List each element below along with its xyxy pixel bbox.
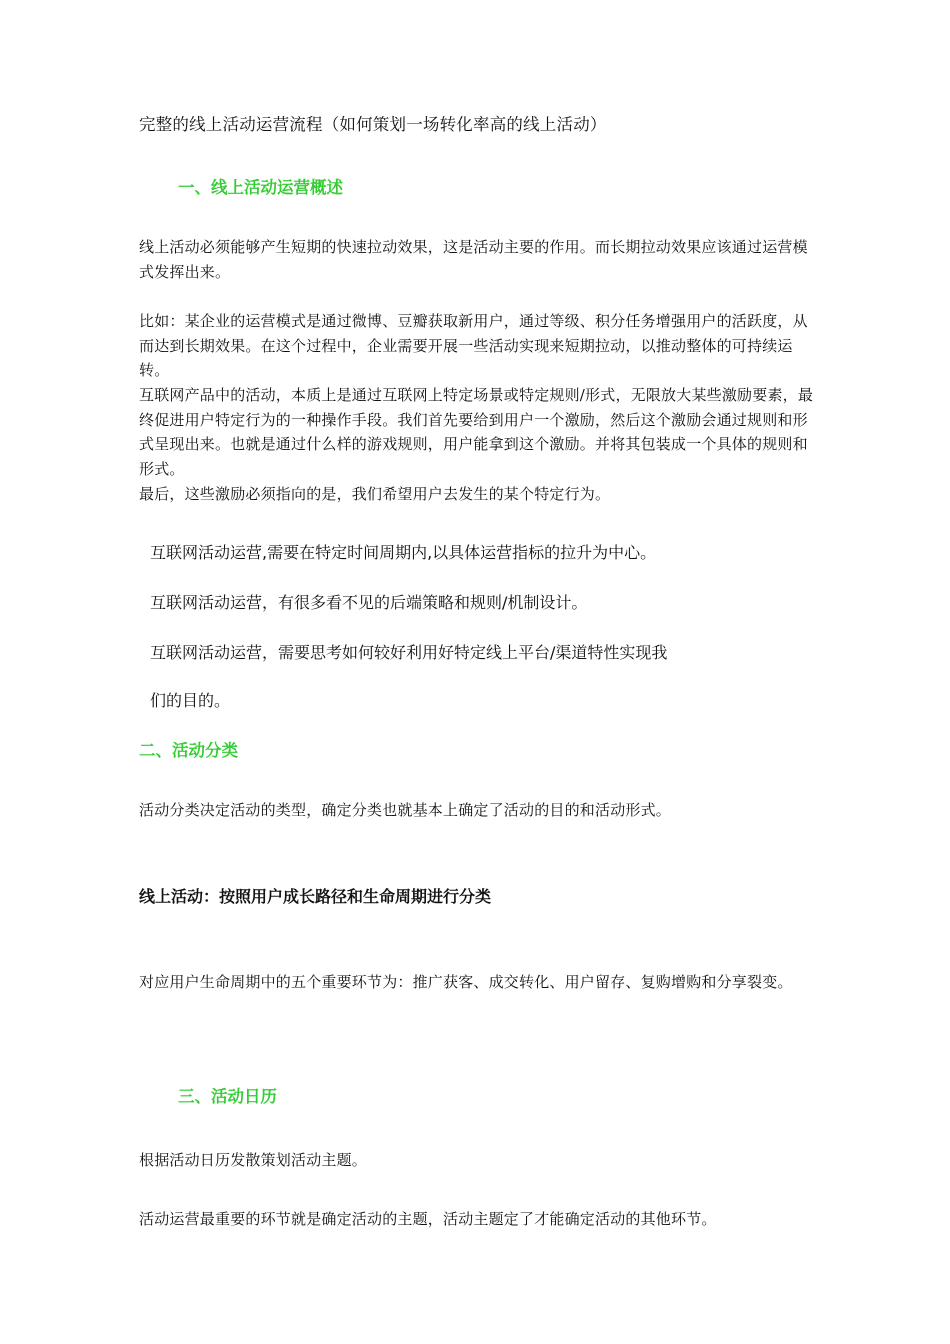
point-backend-strategy: 互联网活动运营，有很多看不见的后端策略和规则/机制设计。: [150, 593, 588, 612]
section-heading-classification: 二、活动分类: [139, 741, 238, 760]
paragraph-classification: 活动分类决定活动的类型，确定分类也就基本上确定了活动的目的和活动形式。: [139, 801, 672, 819]
paragraph-essence: 互联网产品中的活动，本质上是通过互联网上特定场景或特定规则/形式，无限放大某些激励要素，最终促进用户特定行为的一种操作手段。我们首先要给到用户一个激励，然后这个激励会通过规则和形式呈现出来。也就是通过什么样的游戏规则，用户能拿到这个激励。并将其包装成一个具体的规则和形式。: [139, 386, 814, 478]
section-heading-overview: 一、线上活动运营概述: [178, 178, 343, 197]
paragraph-example: 比如：某企业的运营模式是通过微博、豆瓣获取新用户，通过等级、积分任务增强用户的活跃度，从而达到长期效果。在这个过程中，企业需要开展一些活动实现来短期拉动，以推动整体的可持续运转。: [139, 312, 808, 379]
point-platform-line1: 互联网活动运营，需要思考如何较好利用好特定线上平台/渠道特性实现我: [150, 643, 668, 662]
paragraph-lifecycle: 对应用户生命周期中的五个重要环节为：推广获客、成交转化、用户留存、复购增购和分享裂变。: [139, 973, 793, 991]
document-title: 完整的线上活动运营流程（如何策划一场转化率高的线上活动）: [139, 115, 607, 134]
paragraph-intro: 线上活动必须能够产生短期的快速拉动效果，这是活动主要的作用。而长期拉动效果应该通过运营模式发挥出来。: [139, 238, 808, 281]
point-time-cycle: 互联网活动运营,需要在特定时间周期内,以具体运营指标的拉升为中心。: [150, 543, 657, 562]
subheading-online-activity: 线上活动：按照用户成长路径和生命周期进行分类: [139, 887, 492, 906]
paragraph-calendar-theme: 根据活动日历发散策划活动主题。: [139, 1151, 368, 1169]
paragraph-conclusion: 最后，这些激励必须指向的是，我们希望用户去发生的某个特定行为。: [139, 485, 611, 503]
section-heading-calendar: 三、活动日历: [178, 1087, 277, 1106]
point-platform-line2: 们的目的。: [150, 691, 231, 710]
paragraph-theme-importance: 活动运营最重要的环节就是确定活动的主题，活动主题定了才能确定活动的其他环节。: [139, 1210, 717, 1228]
